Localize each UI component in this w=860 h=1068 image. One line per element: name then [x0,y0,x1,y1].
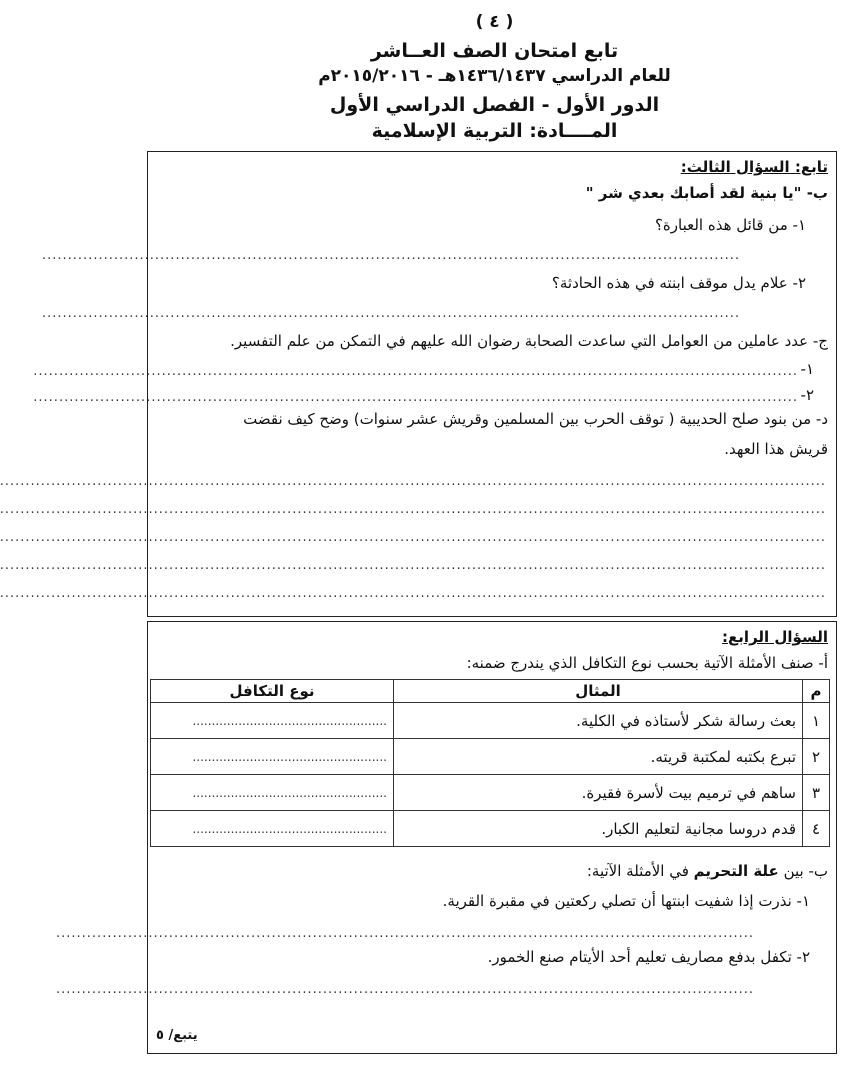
q4-b [587,862,828,880]
answer-cell[interactable]: ................................................... [151,811,394,847]
q3-b1: ١- من قائل هذه العبارة؟ [654,216,806,234]
table-row [151,739,830,775]
row-example: بعث رسالة شكر لأستاذه في الكلية. [394,703,803,739]
q3-heading: تابع: السؤال الثالث: [680,158,828,176]
answer-line[interactable]: ........................................................................................................................................ [42,248,740,263]
col-number: م [803,680,830,703]
answer-line[interactable]: ................................................................................................................................................................. [0,558,826,573]
q4-b-prefix: ب- بين [778,862,828,880]
q4-b-bold: علة التحريم [693,862,779,880]
answer-line[interactable]: ........................................................................................................................................ [56,926,754,941]
row-number: ٢ [803,739,830,775]
table-row [151,811,830,847]
answer-line[interactable]: ..................................................................................................................................................... [33,364,798,379]
answer-line[interactable]: ........................................................................................................................................ [56,982,754,997]
table-row [151,775,830,811]
answer-line[interactable]: ................................................................................................................................................................. [0,474,826,489]
exam-term: الدور الأول - الفصل الدراسي الأول [329,94,660,116]
q4-b-suffix: في الأمثلة الآتية: [586,862,694,880]
col-example: المثال [394,680,803,703]
row-number: ٤ [803,811,830,847]
row-example: تبرع بكتبه لمكتبة قريته. [394,739,803,775]
row-example: ساهم في ترميم بيت لأسرة فقيرة. [394,775,803,811]
q3-c2: ٢- [800,386,814,404]
q4-heading: السؤال الرابع: [722,628,828,646]
row-number: ١ [803,703,830,739]
question-4-section [56,621,837,1054]
continued-note: يتبع/ ٥ [156,1028,198,1043]
table-row [151,703,830,739]
answer-line[interactable]: ................................................................................................................................................................. [0,530,826,545]
question-3-section [0,151,837,617]
answer-line[interactable]: ........................................................................................................................................ [42,306,740,321]
answer-line[interactable]: ..................................................................................................................................................... [33,390,798,405]
classification-table [150,679,830,847]
q3-c: ج- عدد عاملين من العوامل التي ساعدت الصحابة رضوان الله عليهم في التمكن من علم التفسير. [230,332,828,350]
q3-b2: ٢- علام يدل موقف ابنته في هذه الحادثة؟ [551,274,806,292]
q3-b-quote: ب- "يا بنية لقد أصابك بعدي شر " [585,184,828,202]
q4-b2: ٢- تكفل بدفع مصاريف تعليم أحد الأيتام صنع الخمور. [487,948,810,966]
q3-d-line2: قريش هذا العهد. [724,440,828,458]
q4-a: أ- صنف الأمثلة الآتية بحسب نوع التكافل الذي يندرج ضمنه: [466,654,828,672]
exam-title: تابع امتحان الصف العــاشر [370,40,619,62]
answer-line[interactable]: ................................................................................................................................................................. [0,586,826,601]
row-example: قدم دروسا مجانية لتعليم الكبار. [394,811,803,847]
subject: المــــادة: التربية الإسلامية [371,120,618,142]
row-number: ٣ [803,775,830,811]
q3-d-line1: د- من بنود صلح الحديبية ( توقف الحرب بين المسلمين وقريش عشر سنوات) وضح كيف نقضت [243,410,828,428]
q3-c1: ١- [800,360,814,378]
answer-cell[interactable]: ................................................... [151,739,394,775]
page-number: ( ٤ ) [475,12,514,32]
answer-cell[interactable]: ................................................... [151,775,394,811]
q4-b1: ١- نذرت إذا شفيت ابنتها أن تصلي ركعتين في مقبرة القرية. [442,892,810,910]
academic-year: للعام الدراسي ١٤٣٦/١٤٣٧هـ - ٢٠١٥/٢٠١٦م [318,66,671,86]
col-type: نوع التكافل [151,680,394,703]
answer-cell[interactable]: ................................................... [151,703,394,739]
answer-line[interactable]: ................................................................................................................................................................. [0,502,826,517]
